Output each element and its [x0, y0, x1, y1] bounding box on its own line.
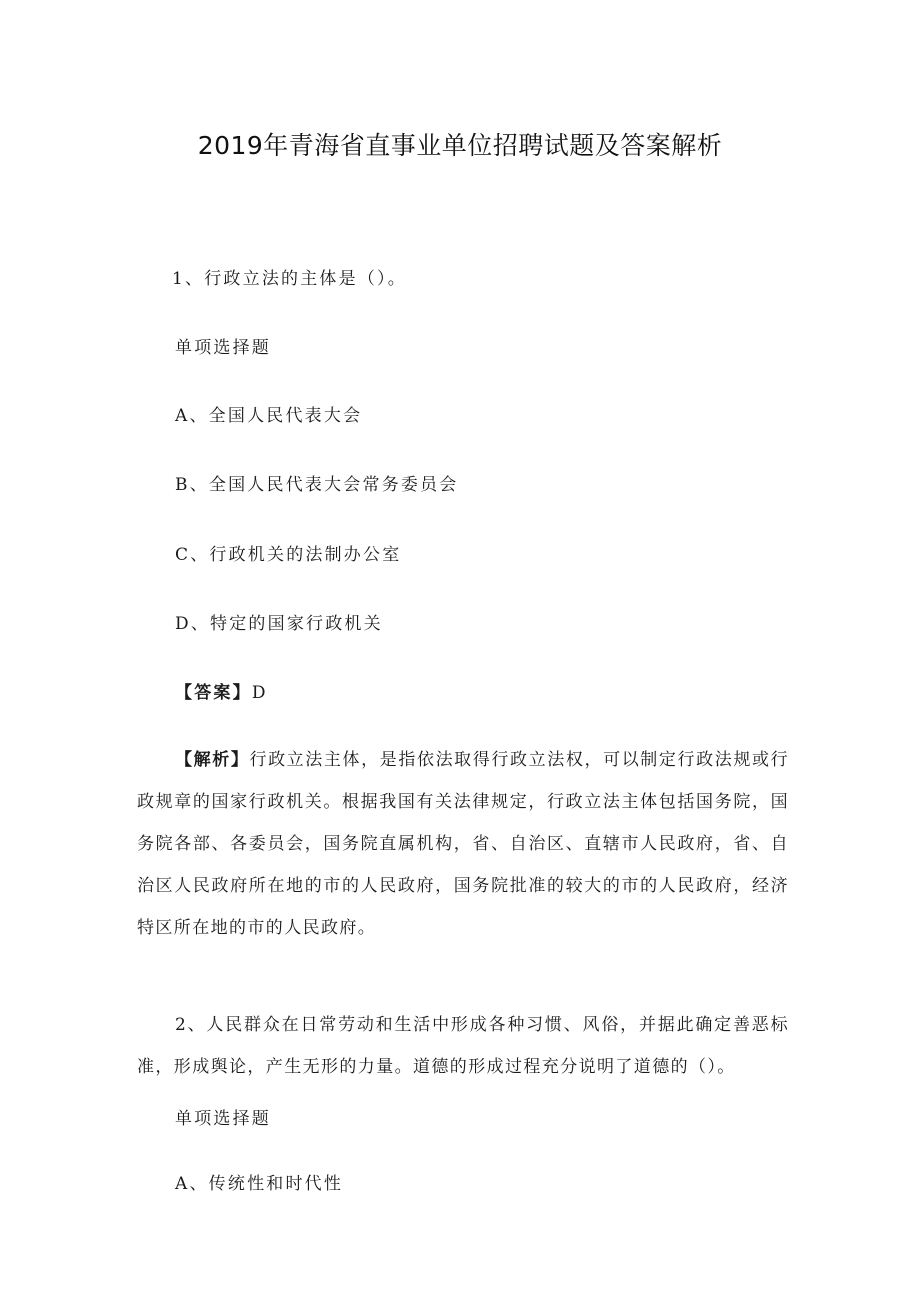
question-1-type: 单项选择题: [175, 338, 271, 358]
answer-value: D: [251, 683, 268, 703]
question-1-analysis: [137, 739, 789, 949]
question-1-option-c: C、行政机关的法制办公室: [175, 545, 402, 565]
question-1-option-a: A、全国人民代表大会: [175, 406, 363, 426]
question-1-text: 1、行政立法的主体是（）。: [172, 269, 407, 289]
answer-label: 【答案】: [175, 683, 252, 703]
analysis-label: 【解析】: [175, 750, 250, 770]
question-2-type: 单项选择题: [175, 1109, 271, 1129]
question-2-text: 2、人民群众在日常劳动和生活中形成各种习惯、风俗，并据此确定善恶标准，形成舆论，产生无形的力量。道德的形成过程充分说明了道德的（）。: [137, 1015, 789, 1077]
question-1-answer: [175, 685, 268, 702]
page-title: 2019年青海省直事业单位招聘试题及答案解析: [197, 131, 723, 160]
question-1-option-b: B、全国人民代表大会常务委员会: [175, 475, 459, 495]
question-2-option-a: A、传统性和时代性: [175, 1174, 344, 1194]
analysis-text: 行政立法主体，是指依法取得行政立法权，可以制定行政法规或行政规章的国家行政机关。根据我国有关法律规定，行政立法主体包括国务院，国务院各部、各委员会，国务院直属机构，省、自治区、直辖市人民政府，省、自治区人民政府所在地的市的人民政府，国务院批准的较大的市的人民政府，经济特区所在地的市的人民政府。: [137, 750, 789, 938]
question-1-option-d: D、特定的国家行政机关: [175, 614, 383, 634]
